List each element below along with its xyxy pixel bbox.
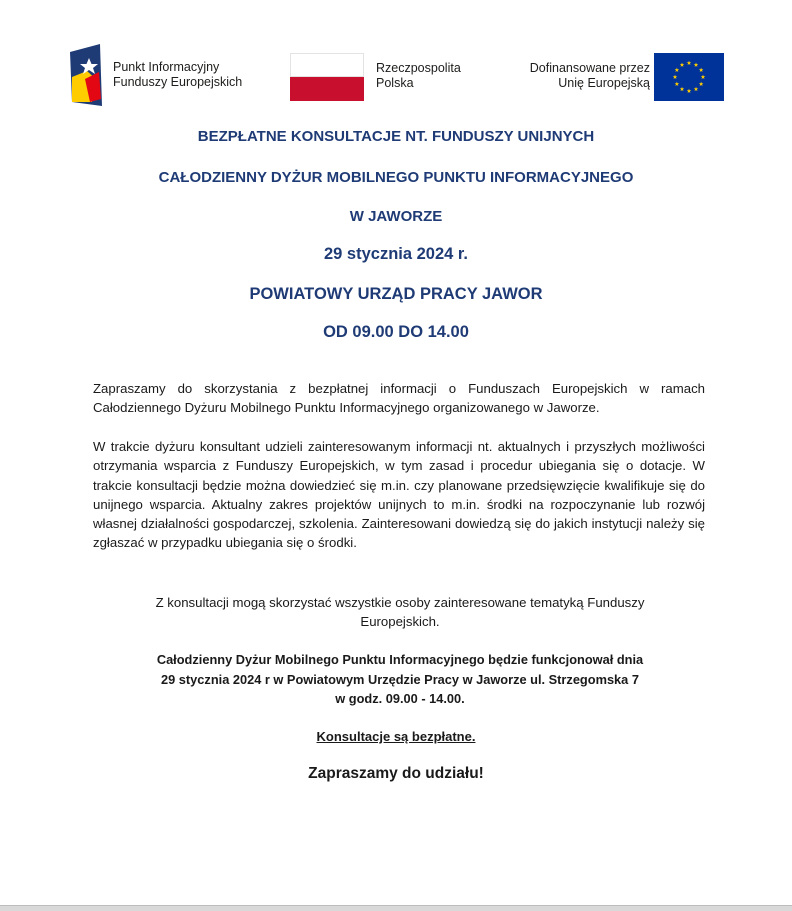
event-location: W JAWORZE [349,208,443,225]
poland-flag-red [290,77,364,101]
eu-logo-line1: Dofinansowane przez [529,61,650,75]
poland-flag-white [290,53,364,77]
intro-paragraph: Zapraszamy do skorzystania z bezpłatnej informacji o Funduszach Europejskich w ramach Całodziennego Dyżuru Mobilnego Punktu Informacyjnego organizowanego w Jaworze. [93,381,705,416]
pl-logo-line2: Polska [376,76,414,90]
event-venue: POWIATOWY URZĄD PRACY JAWOR [249,285,543,303]
european-funds-icon [66,44,106,108]
fe-logo-line1: Punkt Informacyjny [113,60,220,74]
event-hours: OD 09.00 DO 14.00 [323,323,469,341]
main-title: BEZPŁATNE KONSULTACJE NT. FUNDUSZY UNIJNYCH [197,128,595,145]
event-title: CAŁODZIENNY DYŻUR MOBILNEGO PUNKTU INFORMACYJNEGO [158,169,634,186]
fe-logo-line2: Funduszy Europejskich [113,75,243,89]
pl-logo-text [376,61,461,91]
pl-logo-line1: Rzeczpospolita [376,61,461,75]
fe-logo-text [113,60,242,90]
poland-flag-icon [290,53,364,101]
eu-logo-line2: Unię Europejską [558,76,650,90]
page-bottom-edge [0,905,792,911]
eu-logo-text [530,61,650,91]
event-date: 29 stycznia 2024 r. [323,245,469,263]
info-line: 29 stycznia 2024 r w Powiatowym Urzędzie Pracy w Jaworze ul. Strzegomska 7 [161,671,639,687]
eligibility-paragraph: Z konsultacji mogą skorzystać wszystkie osoby zainteresowane tematyką Funduszy Europejskich. [155,595,645,630]
info-line: w godz. 09.00 - 14.00. [335,691,465,706]
eu-flag-icon [654,53,724,101]
invitation: Zapraszamy do udziału! [308,765,484,782]
info-line: Całodzienny Dyżur Mobilnego Punktu Informacyjnego będzie funkcjonował dnia [156,652,644,667]
free-note: Konsultacje są bezpłatne. [316,729,476,744]
info-block [110,650,690,709]
details-paragraph: W trakcie dyżuru konsultant udzieli zainteresowanym informacji nt. aktualnych i przyszłych możliwości otrzymania wsparcia z Funduszy Europejskich, w tym zasad i procedur ubiegania się o dotacje. W trakcie konsultacji będzie można dowiedzieć się m.in. czy planowane przedsięwzięcie kwalifikuje się do unijnego wsparcia. Aktualny zakres projektów unijnych to m.in. środki na rozpoczynanie lub rozwój własnej działalności gospodarczej, szkolenia. Zainteresowani dowiedzą się do jakich instytucji należy się zgłaszać w przypadku ubiegania się o środki. [93,439,705,551]
logo-bar [66,44,726,108]
